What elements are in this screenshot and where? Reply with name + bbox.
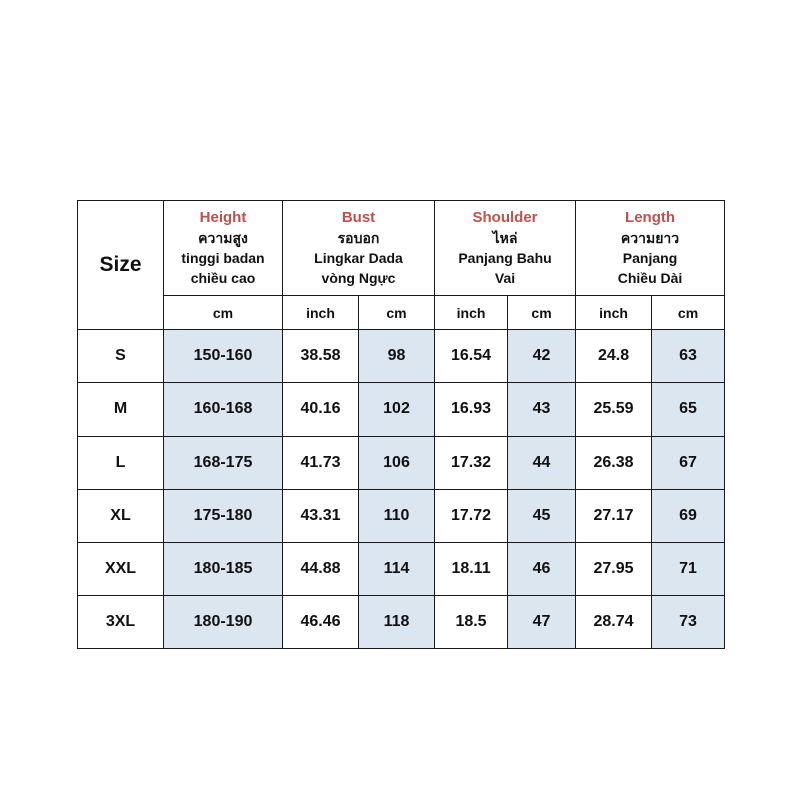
length-cm-cell: 71: [652, 542, 725, 595]
length-inch-cell: 27.95: [576, 542, 652, 595]
unit-bust-cm: cm: [359, 296, 435, 330]
bust-inch-cell: 41.73: [283, 436, 359, 489]
height-cm-cell: 180-190: [164, 595, 283, 648]
height-cm-cell: 180-185: [164, 542, 283, 595]
unit-length-inch: inch: [576, 296, 652, 330]
table-row: [78, 383, 725, 436]
shoulder-inch-cell: 18.5: [435, 595, 508, 648]
shoulder-inch-cell: 17.32: [435, 436, 508, 489]
length-inch-cell: 26.38: [576, 436, 652, 489]
length-cm-cell: 69: [652, 489, 725, 542]
unit-shoulder-cm: cm: [508, 296, 576, 330]
length-inch-cell: 24.8: [576, 330, 652, 383]
height-cm-cell: 175-180: [164, 489, 283, 542]
shoulder-inch-cell: 16.54: [435, 330, 508, 383]
shoulder-header-th: ไหล่: [492, 230, 518, 247]
bust-inch-cell: 43.31: [283, 489, 359, 542]
size-rows: [78, 330, 725, 649]
length-cm-cell: 67: [652, 436, 725, 489]
length-header-en: Length: [625, 209, 676, 227]
size-cell: L: [78, 436, 164, 489]
size-cell: 3XL: [78, 595, 164, 648]
shoulder-cm-cell: 43: [508, 383, 576, 436]
bust-header-th: รอบอก: [337, 230, 380, 247]
bust-cm-cell: 102: [359, 383, 435, 436]
shoulder-inch-cell: 16.93: [435, 383, 508, 436]
height-header-th: ความสูง: [198, 230, 248, 247]
height-header: [164, 201, 283, 296]
bust-cm-cell: 98: [359, 330, 435, 383]
shoulder-header: [435, 201, 576, 296]
length-header-th: ความยาว: [620, 230, 680, 247]
length-cm-cell: 63: [652, 330, 725, 383]
bust-header-vi: vòng Ngực: [321, 270, 396, 287]
shoulder-cm-cell: 46: [508, 542, 576, 595]
unit-length-cm: cm: [652, 296, 725, 330]
height-header-vi: chiều cao: [190, 270, 256, 287]
header-row: [78, 201, 725, 296]
bust-inch-cell: 46.46: [283, 595, 359, 648]
unit-shoulder-inch: inch: [435, 296, 508, 330]
bust-cm-cell: 114: [359, 542, 435, 595]
size-cell: S: [78, 330, 164, 383]
size-chart-table: [77, 200, 725, 649]
shoulder-inch-cell: 18.11: [435, 542, 508, 595]
height-cm-cell: 150-160: [164, 330, 283, 383]
table-row: [78, 330, 725, 383]
size-column-header: Size: [78, 201, 164, 330]
bust-cm-cell: 110: [359, 489, 435, 542]
unit-height-cm: cm: [164, 296, 283, 330]
height-cm-cell: 168-175: [164, 436, 283, 489]
unit-bust-inch: inch: [283, 296, 359, 330]
bust-cm-cell: 118: [359, 595, 435, 648]
length-inch-cell: 27.17: [576, 489, 652, 542]
height-cm-cell: 160-168: [164, 383, 283, 436]
shoulder-header-en: Shoulder: [472, 209, 538, 227]
length-header: [576, 201, 725, 296]
shoulder-cm-cell: 47: [508, 595, 576, 648]
unit-row: [78, 296, 725, 330]
length-cm-cell: 65: [652, 383, 725, 436]
bust-cm-cell: 106: [359, 436, 435, 489]
bust-header-id: Lingkar Dada: [314, 250, 403, 267]
size-cell: XL: [78, 489, 164, 542]
bust-header-en: Bust: [341, 209, 376, 227]
shoulder-inch-cell: 17.72: [435, 489, 508, 542]
shoulder-cm-cell: 42: [508, 330, 576, 383]
length-inch-cell: 28.74: [576, 595, 652, 648]
length-inch-cell: 25.59: [576, 383, 652, 436]
length-header-id: Panjang: [622, 250, 678, 267]
size-cell: M: [78, 383, 164, 436]
bust-header: [283, 201, 435, 296]
height-header-en: Height: [199, 209, 247, 227]
table-row: [78, 595, 725, 648]
bust-inch-cell: 40.16: [283, 383, 359, 436]
size-cell: XXL: [78, 542, 164, 595]
length-cm-cell: 73: [652, 595, 725, 648]
bust-inch-cell: 44.88: [283, 542, 359, 595]
shoulder-header-vi: Vai: [494, 270, 516, 287]
bust-inch-cell: 38.58: [283, 330, 359, 383]
table-row: [78, 489, 725, 542]
shoulder-header-id: Panjang Bahu: [458, 250, 552, 267]
length-header-vi: Chiều Dài: [617, 270, 683, 287]
shoulder-cm-cell: 45: [508, 489, 576, 542]
table-row: [78, 542, 725, 595]
table-row: [78, 436, 725, 489]
height-header-id: tinggi badan: [181, 250, 265, 267]
shoulder-cm-cell: 44: [508, 436, 576, 489]
